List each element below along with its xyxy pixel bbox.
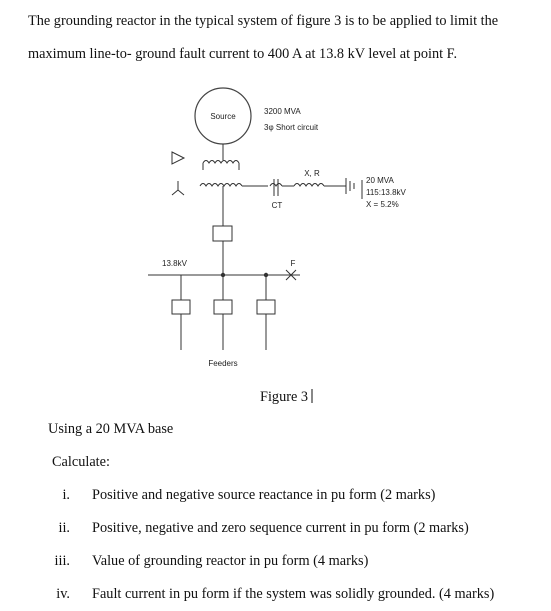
bus-voltage-label: 13.8kV — [162, 259, 187, 268]
source-rating-mva: 3200 MVA — [264, 107, 301, 116]
feeder-2-breaker — [214, 300, 232, 314]
wye-grounded-symbol — [172, 181, 184, 195]
figure-caption: Figure 3 — [260, 389, 309, 405]
feeder-1-breaker — [172, 300, 190, 314]
question-2-text: Positive, negative and zero sequence current in pu form (2 marks) — [92, 520, 469, 536]
question-3-text: Value of grounding reactor in pu form (4 marks) — [92, 553, 369, 569]
question-2-number: ii. — [58, 520, 70, 536]
delta-symbol — [172, 152, 184, 164]
transformer-rating-voltage: 115:13.8kV — [366, 188, 406, 197]
transformer-rating-reactance: X = 5.2% — [366, 200, 399, 209]
ct-coil — [270, 184, 282, 187]
fault-label: F — [290, 259, 296, 268]
xr-label: X, R — [304, 169, 320, 178]
source-label: Source — [210, 112, 236, 121]
question-4-number: iv. — [56, 586, 70, 602]
feeder-3-breaker — [257, 300, 275, 314]
question-3-number: iii. — [54, 553, 70, 569]
intro-line-2: maximum line-to- ground fault current to 400 A at 13.8 kV level at point F. — [28, 46, 458, 62]
ct-label: CT — [271, 201, 283, 210]
source-rating-short-circuit: 3φ Short circuit — [264, 123, 319, 132]
base-statement: Using a 20 MVA base — [48, 421, 174, 437]
question-1-number: i. — [62, 487, 70, 503]
transformer-rating-mva: 20 MVA — [366, 176, 394, 185]
feeders-label: Feeders — [208, 359, 238, 368]
transformer-primary-winding — [203, 161, 239, 164]
question-1-text: Positive and negative source reactance in pu form (2 marks) — [92, 487, 436, 503]
transformer-secondary-winding — [200, 184, 242, 187]
intro-line-1: The grounding reactor in the typical system of figure 3 is to be applied to limit the — [28, 13, 499, 29]
grounding-reactor-coil — [294, 184, 324, 187]
main-breaker — [213, 226, 232, 241]
calculate-heading: Calculate: — [52, 454, 110, 470]
question-4-text: Fault current in pu form if the system was solidly grounded. (4 marks) — [92, 586, 495, 602]
